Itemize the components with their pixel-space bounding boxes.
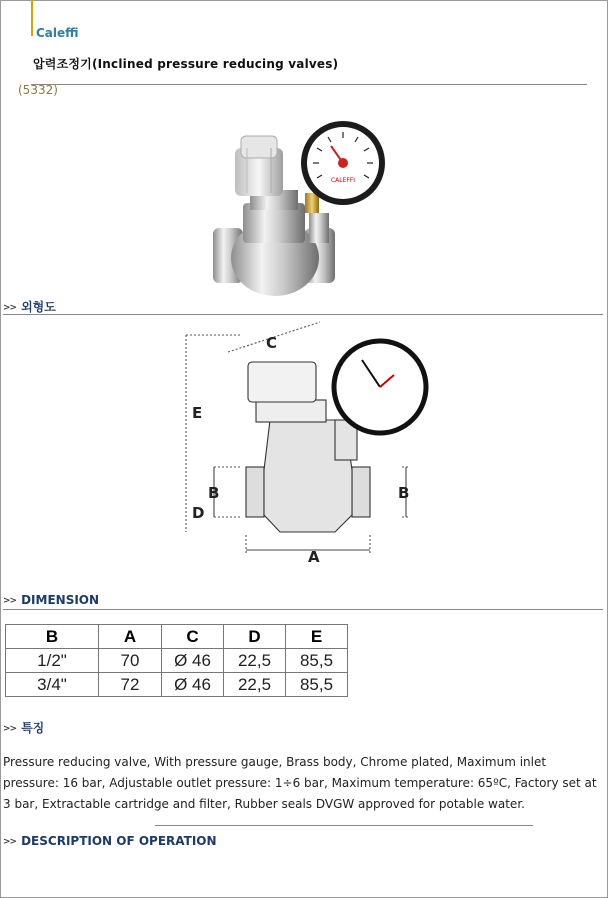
feature-description: Pressure reducing valve, With pressure gauge, Brass body, Chrome plated, Maximum inlet pressure: 16 bar, Adjustable outlet pressure: 1÷6 bar, Maximum temperature: 65ºC, Factory set at 3 bar, Extractable cartridge and filter, Rubber seals DVGW approved for potable water. — [3, 755, 597, 811]
label-B-left: B — [208, 484, 220, 502]
section-appearance-label: 외형도 — [21, 300, 56, 314]
table-row — [6, 673, 348, 697]
table-cell: 85,5 — [286, 649, 348, 673]
section-dimension-label: DIMENSION — [21, 593, 100, 607]
table-cell: 85,5 — [286, 673, 348, 697]
section-divider — [3, 609, 603, 610]
drawing-inlet — [246, 467, 264, 517]
table-cell: 22,5 — [224, 649, 286, 673]
dimension-table — [5, 624, 348, 697]
section-arrow-icon: >> — [3, 303, 17, 313]
dimension-drawing — [170, 320, 445, 570]
section-divider — [3, 314, 603, 315]
table-cell: 70 — [99, 649, 162, 673]
section-features-label: 특징 — [21, 721, 45, 735]
table-cell: Ø 46 — [162, 649, 224, 673]
section-divider — [155, 825, 533, 826]
label-B-right: B — [398, 484, 410, 502]
section-dimension — [3, 593, 99, 607]
table-cell: Ø 46 — [162, 673, 224, 697]
title-divider — [31, 84, 587, 85]
label-A: A — [308, 548, 320, 566]
table-cell: 1/2" — [6, 649, 99, 673]
model-code: (5332) — [18, 83, 58, 97]
section-arrow-icon: >> — [3, 596, 17, 606]
label-C: C — [266, 334, 278, 352]
section-appearance — [3, 298, 56, 315]
table-header: D — [224, 625, 286, 649]
table-header: C — [162, 625, 224, 649]
table-header: B — [6, 625, 99, 649]
brand-name: Caleffi — [36, 26, 79, 40]
drawing-outlet — [352, 467, 370, 517]
table-cell: 22,5 — [224, 673, 286, 697]
label-E: E — [192, 404, 203, 422]
table-row — [6, 649, 348, 673]
section-features — [3, 719, 44, 736]
label-D: D — [192, 504, 205, 522]
table-header-row — [6, 625, 348, 649]
section-operation-label: DESCRIPTION OF OPERATION — [21, 834, 217, 848]
section-arrow-icon: >> — [3, 724, 17, 734]
section-arrow-icon: >> — [3, 837, 17, 847]
product-photo — [205, 118, 400, 298]
page-title: 압력조정기(Inclined pressure reducing valves) — [33, 57, 339, 71]
gauge-fitting — [305, 193, 319, 213]
table-cell: 3/4" — [6, 673, 99, 697]
section-operation — [3, 834, 217, 848]
gauge-brand-label: CALEFFI — [330, 177, 356, 184]
table-header: A — [99, 625, 162, 649]
table-cell: 72 — [99, 673, 162, 697]
table-header: E — [286, 625, 348, 649]
drawing-cap — [248, 362, 316, 402]
brand-accent-bar — [31, 0, 33, 36]
